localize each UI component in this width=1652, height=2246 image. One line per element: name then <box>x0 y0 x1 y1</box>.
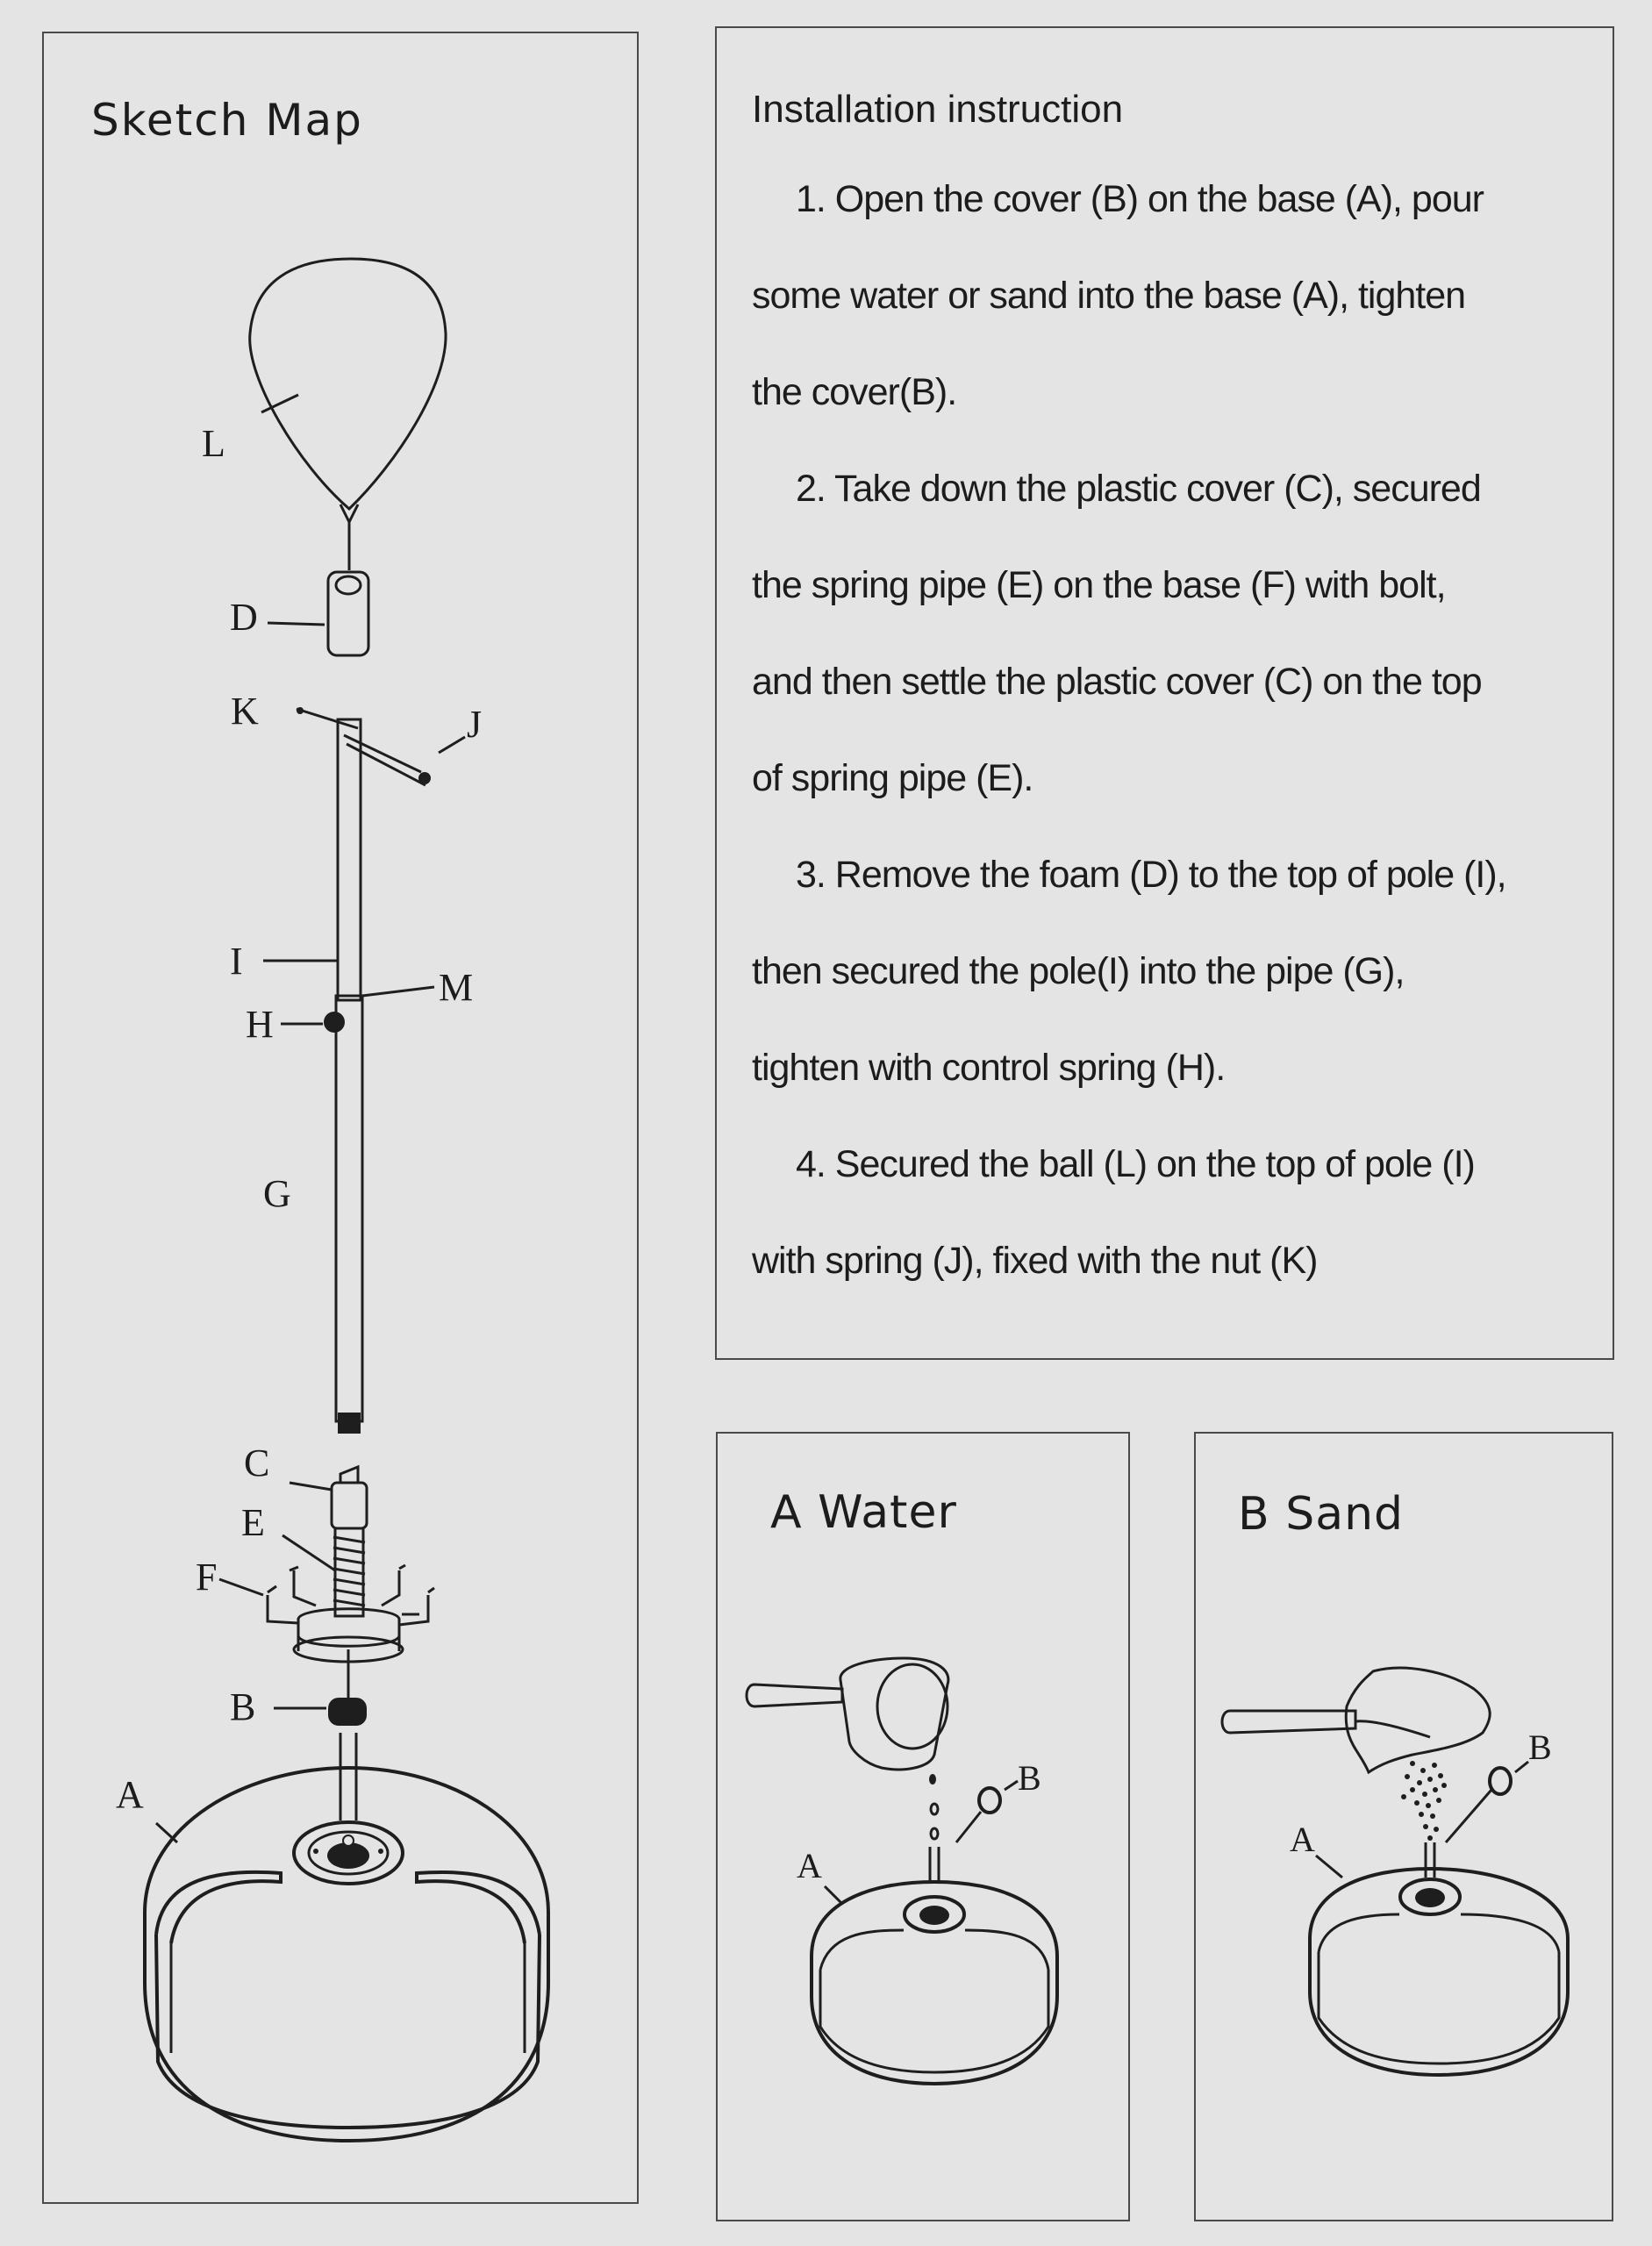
sand-base-a <box>1310 1842 1568 2075</box>
label-j: J <box>467 703 483 746</box>
label-c: C <box>244 1441 270 1484</box>
step-line: 2. Take down the plastic cover (C), secured <box>796 468 1481 510</box>
sand-leader-a <box>1316 1856 1342 1878</box>
water-label-b: B <box>1018 1758 1041 1798</box>
step-line: the spring pipe (E) on the base (F) with bolt, <box>752 564 1446 606</box>
scoop-icon <box>1222 1668 1490 1772</box>
label-f: F <box>196 1556 218 1599</box>
step-line: the cover(B). <box>752 371 957 413</box>
cover-b-detached <box>1446 1762 1528 1842</box>
sand-label-a: A <box>1290 1820 1315 1859</box>
label-d: D <box>230 596 258 639</box>
sand-particles <box>1401 1761 1447 1841</box>
water-fill-title: A Water <box>770 1486 957 1539</box>
step-line: 4. Secured the ball (L) on the top of pole (I) <box>796 1143 1475 1185</box>
label-m: M <box>439 966 474 1009</box>
label-l: L <box>202 422 225 465</box>
step-line: 3. Remove the foam (D) to the top of pole (I), <box>796 854 1506 896</box>
instruction-title: Installation instruction <box>752 88 1124 131</box>
label-b: B <box>230 1685 256 1728</box>
label-i: I <box>230 940 243 983</box>
step-line: and then settle the plastic cover (C) on the top <box>752 661 1482 703</box>
sketch-map-title: Sketch Map <box>91 95 363 146</box>
label-h: H <box>246 1003 274 1046</box>
label-k: K <box>231 690 259 733</box>
label-g: G <box>263 1172 291 1215</box>
label-e: E <box>241 1501 265 1544</box>
step-line: then secured the pole(I) into the pipe (G), <box>752 950 1405 992</box>
step-line: of spring pipe (E). <box>752 757 1033 799</box>
step-line: some water or sand into the base (A), tighten <box>752 275 1466 317</box>
step-line: 1. Open the cover (B) on the base (A), pour <box>796 178 1484 220</box>
step-line: with spring (J), fixed with the nut (K) <box>752 1240 1318 1282</box>
sand-fill-title: B Sand <box>1238 1488 1405 1541</box>
water-label-a: A <box>797 1846 822 1885</box>
label-a: A <box>116 1773 144 1816</box>
step-line: tighten with control spring (H). <box>752 1047 1226 1089</box>
sand-label-b: B <box>1528 1727 1552 1767</box>
